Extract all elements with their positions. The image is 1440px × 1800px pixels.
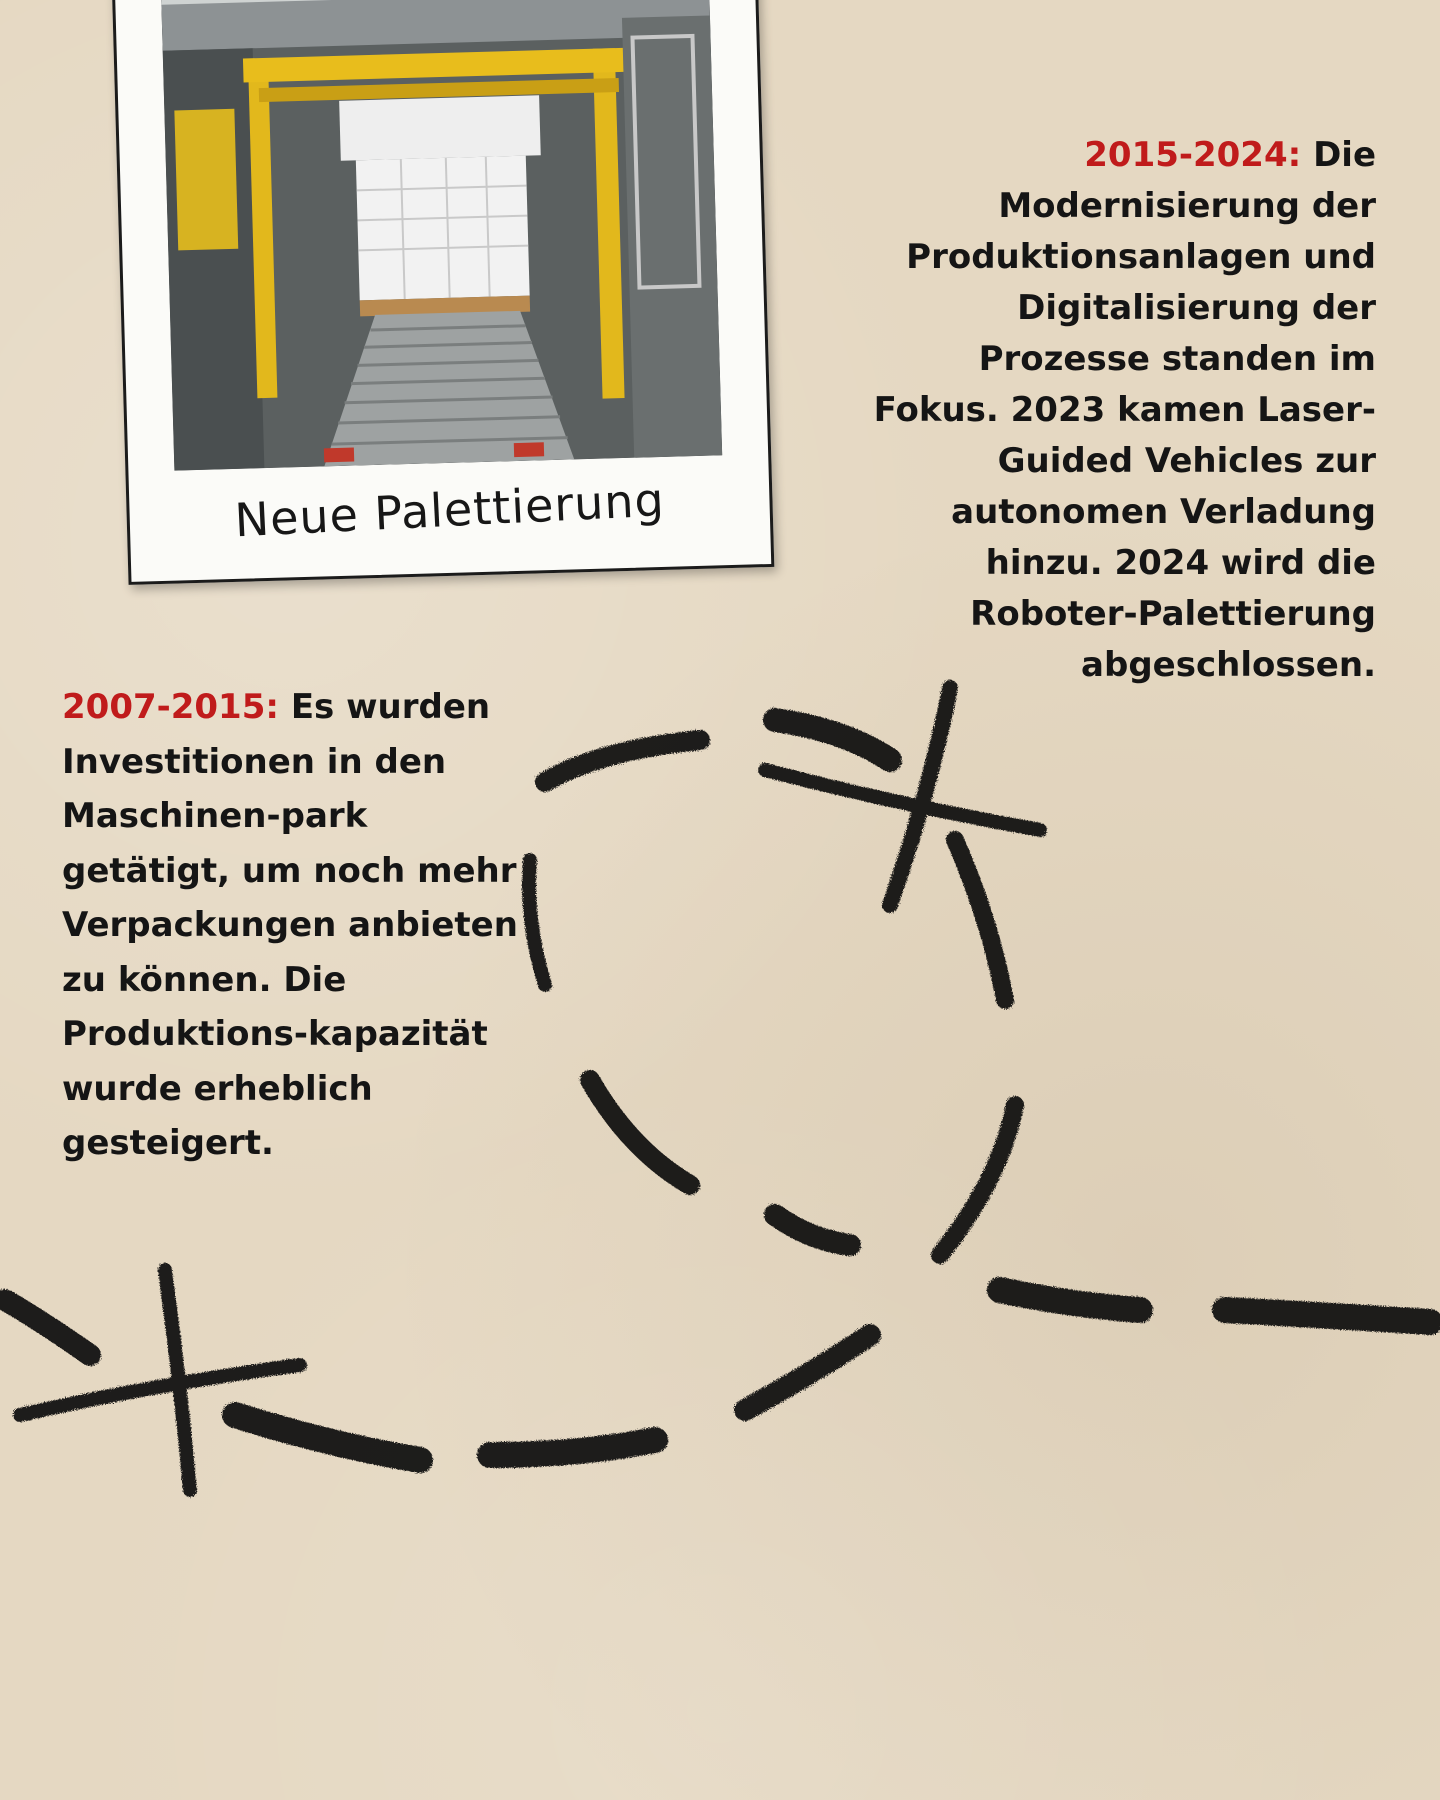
timeline-year-2015-2024: 2015-2024: [1084, 135, 1302, 175]
timeline-year-2007-2015: 2007-2015: [62, 687, 279, 727]
palletizing-machine-illustration [161, 0, 722, 471]
timeline-text-2015-2024: Die Modernisierung der Produktionsanlagen und Digitalisierung der Prozesse standen im Fokus. 2023 kamen Laser-Guided Vehicles zur autonomen Verladung hinzu. 2024 wird die Roboter-Palettierung abgeschlossen. [873, 135, 1376, 685]
photo-caption: Neue Palettierung [233, 472, 666, 548]
industrial-palletizing-photo [161, 0, 722, 471]
timeline-entry-2015-2024 [856, 130, 1376, 691]
timeline-text-2007-2015: Es wurden Investitionen in den Maschinen-park getätigt, um noch mehr Verpackungen anbieten zu können. Die Produktions-kapazität wurde erheblich gesteigert. [62, 687, 518, 1163]
timeline-entry-2007-2015 [62, 680, 532, 1171]
photo-frame [112, 0, 775, 585]
